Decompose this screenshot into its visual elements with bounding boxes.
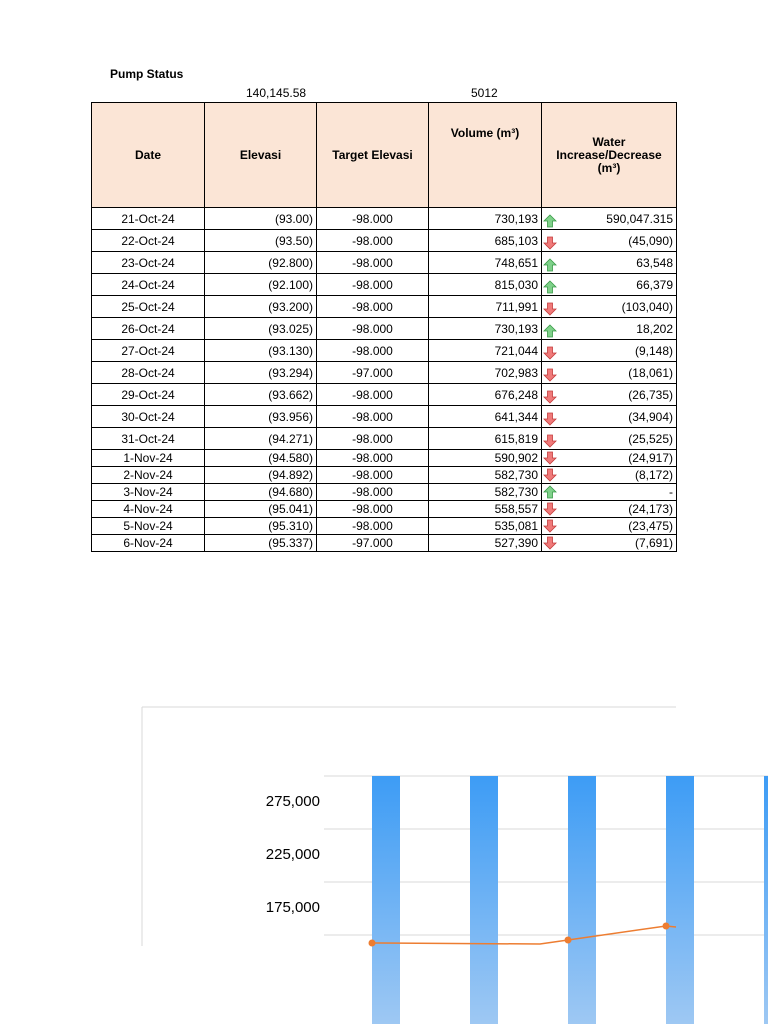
page-title: Pump Status (110, 67, 184, 81)
target-elevasi-cell: -97.000 (317, 535, 429, 552)
target-elevasi-cell: -98.000 (317, 296, 429, 318)
arrow-down-icon (543, 502, 557, 516)
water-change-cell (542, 384, 677, 406)
target-elevasi-cell: -98.000 (317, 518, 429, 535)
header-elevasi: Elevasi (205, 103, 317, 208)
line-marker (663, 923, 670, 930)
elevasi-cell: (93.130) (205, 340, 317, 362)
water-change-value: (23,475) (628, 519, 673, 533)
table-row (92, 274, 677, 296)
water-change-value: (34,904) (628, 409, 673, 424)
water-change-value: (9,148) (634, 343, 673, 358)
arrow-down-icon (543, 412, 557, 426)
target-elevasi-cell: -98.000 (317, 428, 429, 450)
water-change-cell (542, 296, 677, 318)
table-row (92, 362, 677, 384)
volume-cell: 582,730 (429, 467, 542, 484)
volume-cell: 676,248 (429, 384, 542, 406)
date-cell: 5-Nov-24 (92, 518, 205, 535)
date-cell: 31-Oct-24 (92, 428, 205, 450)
arrow-down-icon (543, 346, 557, 360)
water-change-value: - (669, 485, 673, 499)
y-tick-label: 275,000 (265, 793, 320, 810)
water-change-cell (542, 428, 677, 450)
y-tick-label: 225,000 (265, 846, 320, 863)
elevasi-cell: (93.00) (205, 208, 317, 230)
date-cell: 2-Nov-24 (92, 467, 205, 484)
date-cell: 28-Oct-24 (92, 362, 205, 384)
table-row (92, 484, 677, 501)
water-change-cell (542, 362, 677, 384)
table-row (92, 340, 677, 362)
date-cell: 4-Nov-24 (92, 501, 205, 518)
pump-status-table (91, 102, 677, 552)
target-elevasi-cell: -98.000 (317, 406, 429, 428)
water-change-cell (542, 318, 677, 340)
volume-cell: 730,193 (429, 318, 542, 340)
y-tick-label: 175,000 (265, 899, 320, 916)
water-change-value: (18,061) (628, 365, 673, 380)
elevasi-cell: (95.310) (205, 518, 317, 535)
elevasi-cell: (93.294) (205, 362, 317, 384)
water-change-value: (26,735) (628, 387, 673, 402)
target-elevasi-cell: -98.000 (317, 501, 429, 518)
target-elevasi-cell: -98.000 (317, 340, 429, 362)
elevasi-cell: (94.580) (205, 450, 317, 467)
target-elevasi-cell: -98.000 (317, 208, 429, 230)
water-change-value: 590,047.315 (606, 211, 673, 226)
target-elevasi-cell: -98.000 (317, 467, 429, 484)
target-elevasi-cell: -98.000 (317, 384, 429, 406)
water-change-cell (542, 518, 677, 535)
volume-cell: 730,193 (429, 208, 542, 230)
volume-cell: 702,983 (429, 362, 542, 384)
elevasi-cell: (93.662) (205, 384, 317, 406)
water-change-value: (7,691) (634, 536, 673, 550)
water-change-cell (542, 484, 677, 501)
line-marker (565, 937, 572, 944)
date-cell: 22-Oct-24 (92, 230, 205, 252)
table-row (92, 384, 677, 406)
table-row (92, 428, 677, 450)
arrow-down-icon (543, 390, 557, 404)
water-change-cell (542, 252, 677, 274)
table-row (92, 518, 677, 535)
volume-cell: 815,030 (429, 274, 542, 296)
table-row (92, 208, 677, 230)
water-change-cell (542, 450, 677, 467)
volume-cell: 558,557 (429, 501, 542, 518)
water-change-cell (542, 274, 677, 296)
target-elevasi-cell: -98.000 (317, 450, 429, 467)
elevasi-cell: (95.041) (205, 501, 317, 518)
volume-cell: 615,819 (429, 428, 542, 450)
arrow-down-icon (543, 434, 557, 448)
table-row (92, 535, 677, 552)
arrow-up-icon (543, 258, 557, 272)
volume-cell: 582,730 (429, 484, 542, 501)
water-change-value: 63,548 (636, 255, 673, 270)
target-elevasi-cell: -98.000 (317, 230, 429, 252)
elevasi-cell: (92.100) (205, 274, 317, 296)
water-change-cell (542, 230, 677, 252)
elevasi-cell: (94.271) (205, 428, 317, 450)
date-cell: 21-Oct-24 (92, 208, 205, 230)
arrow-down-icon (543, 236, 557, 250)
water-change-cell (542, 535, 677, 552)
volume-chart (0, 690, 768, 1024)
water-change-value: (103,040) (621, 299, 673, 314)
table-row (92, 318, 677, 340)
date-cell: 25-Oct-24 (92, 296, 205, 318)
arrow-down-icon (543, 302, 557, 316)
volume-cell: 527,390 (429, 535, 542, 552)
target-elevasi-cell: -98.000 (317, 252, 429, 274)
line-marker (369, 940, 376, 947)
date-cell: 1-Nov-24 (92, 450, 205, 467)
elevasi-cell: (94.892) (205, 467, 317, 484)
target-elevasi-cell: -98.000 (317, 318, 429, 340)
bar (372, 776, 400, 1024)
water-change-cell (542, 501, 677, 518)
table-row (92, 230, 677, 252)
elevasi-cell: (93.50) (205, 230, 317, 252)
volume-cell: 721,044 (429, 340, 542, 362)
volume-cell: 641,344 (429, 406, 542, 428)
date-cell: 29-Oct-24 (92, 384, 205, 406)
bar (470, 776, 498, 1024)
target-elevasi-cell: -98.000 (317, 484, 429, 501)
water-change-value: 18,202 (636, 321, 673, 336)
date-cell: 26-Oct-24 (92, 318, 205, 340)
elevasi-cell: (95.337) (205, 535, 317, 552)
arrow-up-icon (543, 485, 557, 499)
date-cell: 23-Oct-24 (92, 252, 205, 274)
water-change-value: 66,379 (636, 277, 673, 292)
header-date: Date (92, 103, 205, 208)
bar (666, 776, 694, 1024)
volume-cell: 590,902 (429, 450, 542, 467)
header-target-elevasi: Target Elevasi (317, 103, 429, 208)
water-change-cell (542, 467, 677, 484)
elevasi-cell: (92.800) (205, 252, 317, 274)
table-row (92, 296, 677, 318)
arrow-up-icon (543, 324, 557, 338)
water-change-cell (542, 208, 677, 230)
date-cell: 24-Oct-24 (92, 274, 205, 296)
elevasi-cell: (94.680) (205, 484, 317, 501)
water-change-cell (542, 406, 677, 428)
volume-cell: 748,651 (429, 252, 542, 274)
date-cell: 30-Oct-24 (92, 406, 205, 428)
arrow-down-icon (543, 368, 557, 382)
water-change-value: (24,917) (628, 451, 673, 465)
table-row (92, 467, 677, 484)
elevasi-cell: (93.200) (205, 296, 317, 318)
summary-value-1: 140,145.58 (246, 86, 307, 100)
arrow-up-icon (543, 214, 557, 228)
arrow-up-icon (543, 280, 557, 294)
target-elevasi-cell: -98.000 (317, 274, 429, 296)
water-change-value: (24,173) (628, 502, 673, 516)
bar (764, 776, 768, 1024)
table-row (92, 252, 677, 274)
header-water-change: Water Increase/Decrease (m³) (542, 103, 677, 208)
arrow-down-icon (543, 536, 557, 550)
date-cell: 3-Nov-24 (92, 484, 205, 501)
arrow-down-icon (543, 451, 557, 465)
arrow-down-icon (543, 468, 557, 482)
volume-cell: 711,991 (429, 296, 542, 318)
table-row (92, 406, 677, 428)
summary-value-2: 5012 (471, 86, 498, 100)
water-change-value: (45,090) (628, 233, 673, 248)
table-header-row (92, 103, 677, 208)
table-row (92, 501, 677, 518)
target-elevasi-cell: -97.000 (317, 362, 429, 384)
table-row (92, 450, 677, 467)
date-cell: 6-Nov-24 (92, 535, 205, 552)
water-change-value: (25,525) (628, 431, 673, 446)
elevasi-cell: (93.025) (205, 318, 317, 340)
water-change-cell (542, 340, 677, 362)
arrow-down-icon (543, 519, 557, 533)
date-cell: 27-Oct-24 (92, 340, 205, 362)
volume-cell: 535,081 (429, 518, 542, 535)
bar (568, 776, 596, 1024)
water-change-value: (8,172) (634, 468, 673, 482)
volume-cell: 685,103 (429, 230, 542, 252)
elevasi-cell: (93.956) (205, 406, 317, 428)
header-volume: Volume (m³) (429, 103, 542, 208)
